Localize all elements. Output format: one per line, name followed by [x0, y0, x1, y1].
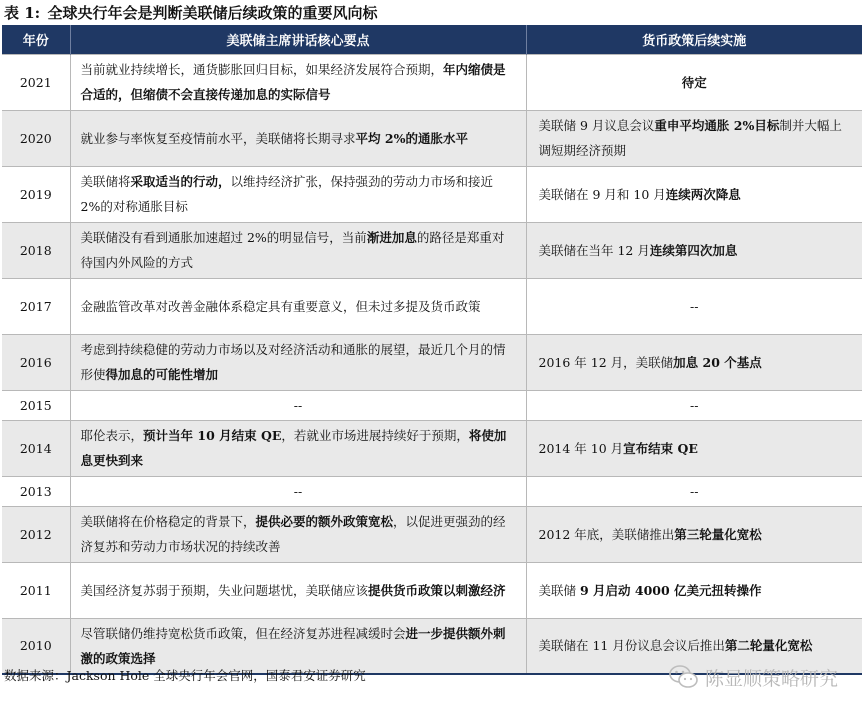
- cell-text: 美联储 9 月议息会议: [538, 118, 655, 133]
- cell-text: 2012 年底，美联储推出: [538, 526, 675, 542]
- emphasis-text: 连续第四次加息: [649, 242, 738, 258]
- emphasis-text: 宣布结束 QE: [623, 440, 698, 456]
- policy-cell: [526, 506, 862, 562]
- cell-text: 美联储: [538, 582, 580, 598]
- speech-cell: [70, 506, 526, 562]
- cell-text: 耶伦表示，: [80, 428, 144, 443]
- cell-text: ，以促进更强劲的经济复苏和劳动力市场状况的持续改善: [80, 514, 506, 554]
- table-row: [2, 506, 862, 562]
- cell-text: 美联储将: [80, 174, 131, 189]
- table-label: 表 1:: [4, 4, 41, 22]
- emphasis-text: 第三轮量化宽松: [674, 526, 762, 542]
- table-row: [2, 222, 862, 278]
- policy-cell: [526, 334, 862, 390]
- speech-cell: [70, 334, 526, 390]
- policy-cell: [526, 166, 862, 222]
- cell-text: 美联储在当年 12 月: [538, 242, 650, 258]
- policy-cell: [526, 54, 862, 110]
- year-cell: 2012: [2, 506, 70, 562]
- table-row: [2, 278, 862, 334]
- watermark-text: 陈显顺策略研究: [704, 667, 838, 690]
- cell-text: 美联储将在价格稳定的背景下，: [80, 514, 256, 529]
- cell-text: --: [690, 397, 699, 413]
- emphasis-text: 提供必要的额外政策宽松: [255, 514, 394, 529]
- year-cell: 2011: [2, 562, 70, 618]
- emphasis-text: 加息 20 个基点: [673, 354, 762, 370]
- table-row: [2, 390, 862, 420]
- emphasis-text: 重申平均通胀 2%目标: [654, 118, 780, 133]
- policy-cell: [526, 222, 862, 278]
- cell-text: 美联储在 9 月和 10 月: [538, 186, 666, 202]
- cell-text: --: [293, 397, 303, 413]
- year-cell: 2014: [2, 420, 70, 476]
- speech-cell: [70, 110, 526, 166]
- cell-text: 就业参与率恢复至疫情前水平，美联储将长期寻求: [80, 130, 356, 146]
- table-title: 全球央行年会是判断美联储后续政策的重要风向标: [47, 4, 378, 22]
- header-year: 年份: [22, 33, 49, 49]
- table-row: [2, 110, 862, 166]
- year-cell: 2020: [2, 110, 70, 166]
- table-header-row: [2, 25, 862, 54]
- table-row: [2, 334, 862, 390]
- emphasis-text: 进一步提供额外刺激的政策选择: [80, 625, 506, 666]
- cell-text: ，若就业市场进展持续好于预期，: [281, 428, 469, 443]
- emphasis-text: 得加息的可能性增加: [105, 367, 219, 382]
- policy-cell: [526, 562, 862, 618]
- table-caption: [4, 2, 377, 24]
- emphasis-text: 提供货币政策以刺激经济: [368, 582, 506, 598]
- cell-text: 制并大幅上调短期经济预期: [538, 118, 842, 158]
- header-speech: 美联储主席讲话核心要点: [70, 25, 526, 54]
- cell-text: 美国经济复苏弱于预期，失业问题堪忧，美联储应该: [80, 582, 369, 598]
- policy-cell: [526, 476, 862, 506]
- speech-cell: [70, 476, 526, 506]
- wechat-icon: [669, 664, 699, 690]
- speech-cell: [70, 222, 526, 278]
- table-row: [2, 562, 862, 618]
- header-policy: 货币政策后续实施: [526, 25, 862, 54]
- policy-cell: [526, 390, 862, 420]
- emphasis-text: 9 月启动 4000 亿美元扭转操作: [579, 582, 762, 598]
- emphasis-text: 预计当年 10 月结束 QE: [143, 428, 282, 443]
- cell-text: 以维持经济扩张，保持强劲的劳动力市场和接近 2%的对称通胀目标: [80, 174, 494, 214]
- year-cell: 2010: [2, 618, 70, 674]
- year-cell: 2018: [2, 222, 70, 278]
- cell-text: 的路径是郑重对待国内外风险的方式: [80, 230, 505, 270]
- cell-text: --: [690, 483, 699, 499]
- watermark: [669, 662, 838, 692]
- emphasis-text: 第二轮量化宽松: [724, 638, 813, 654]
- cell-text: --: [293, 483, 303, 499]
- speech-cell: [70, 420, 526, 476]
- speech-cell: [70, 562, 526, 618]
- cell-text: --: [690, 298, 699, 314]
- year-cell: 2013: [2, 476, 70, 506]
- source-note: 数据来源：Jackson Hole 全球央行年会官网，国泰君安证券研究: [4, 668, 366, 683]
- emphasis-text: 连续两次降息: [665, 186, 741, 202]
- cell-text: 当前就业持续增长，通货膨胀回归目标，如果经济发展符合预期，: [80, 62, 444, 77]
- year-cell: 2016: [2, 334, 70, 390]
- table-row: [2, 54, 862, 110]
- year-cell: 2015: [2, 390, 70, 420]
- year-cell: 2019: [2, 166, 70, 222]
- policy-cell: [526, 278, 862, 334]
- emphasis-text: 将使加息更快到来: [80, 428, 507, 468]
- table-row: [2, 476, 862, 506]
- cell-text: 考虑到持续稳健的劳动力市场以及对经济活动和通胀的展望，最近几个月的情形使: [80, 342, 506, 382]
- policy-cell: [526, 110, 862, 166]
- cell-text: 美联储没有看到通胀加速超过 2%的明显信号，当前: [80, 230, 367, 245]
- emphasis-text: 平均 2%的通胀水平: [355, 130, 468, 146]
- emphasis-text: 渐进加息: [366, 230, 417, 245]
- cell-text: 尽管联储仍维持宽松货币政策，但在经济复苏进程减缓时会: [80, 625, 406, 641]
- table-row: [2, 166, 862, 222]
- year-cell: 2021: [2, 54, 70, 110]
- cell-text: 金融监管改革对改善金融体系稳定具有重要意义，但未过多提及货币政策: [80, 298, 481, 314]
- fed-policy-table: [2, 25, 862, 675]
- cell-text: 2014 年 10 月: [538, 440, 624, 456]
- table-row: [2, 420, 862, 476]
- cell-text: 美联储在 11 月份议息会议后推出: [538, 638, 725, 654]
- policy-cell: [526, 420, 862, 476]
- emphasis-text: 待定: [681, 74, 707, 90]
- speech-cell: [70, 278, 526, 334]
- speech-cell: [70, 54, 526, 110]
- emphasis-text: 采取适当的行动，: [130, 174, 231, 189]
- year-cell: 2017: [2, 278, 70, 334]
- emphasis-text: 年内缩债是合适的，但缩债不会直接传递加息的实际信号: [80, 62, 506, 102]
- speech-cell: [70, 390, 526, 420]
- speech-cell: [70, 166, 526, 222]
- cell-text: 2016 年 12 月，美联储: [538, 354, 674, 370]
